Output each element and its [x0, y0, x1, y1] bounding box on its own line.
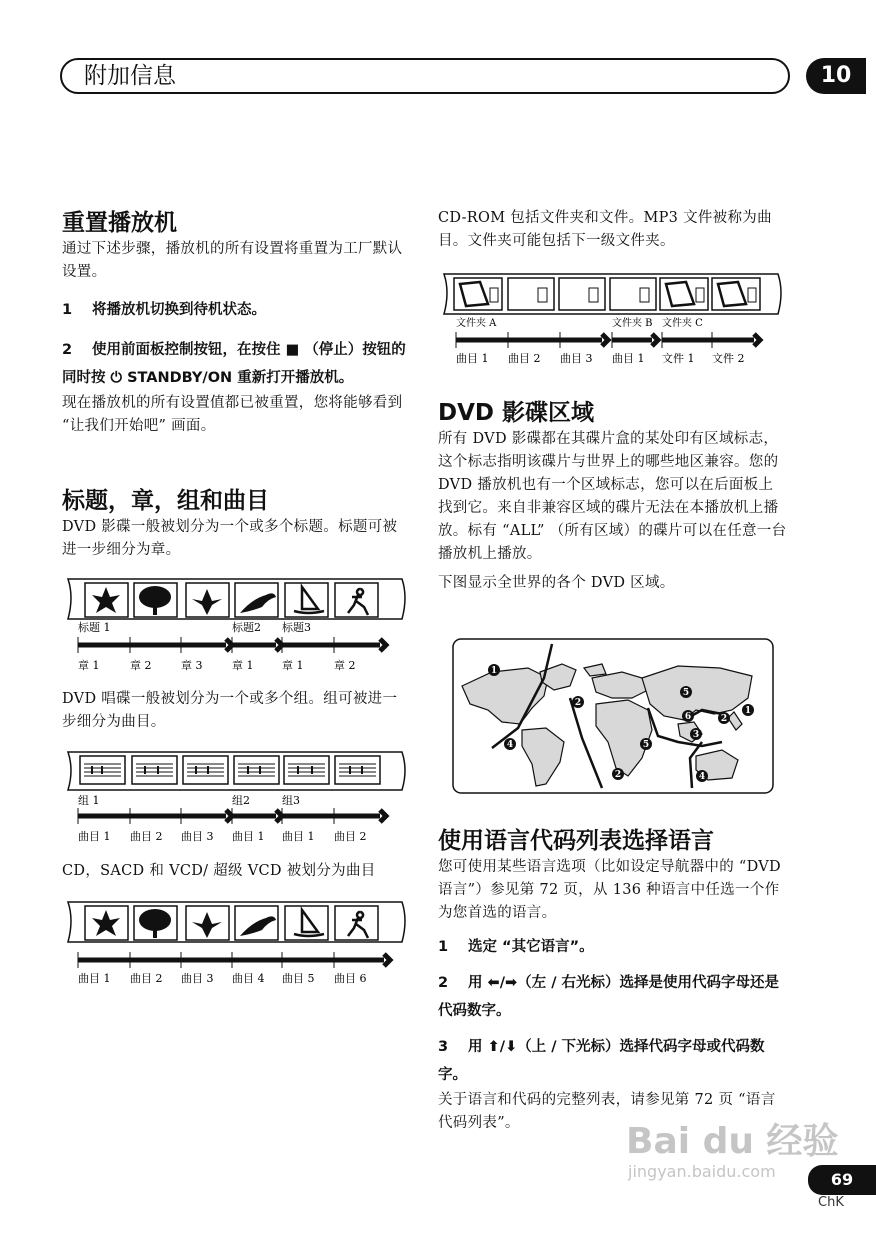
bird-icon — [240, 916, 276, 936]
title-arrow-1 — [78, 639, 232, 651]
dvd-audio-diagram — [62, 748, 412, 848]
region-marker-11: 4 — [698, 772, 706, 782]
watermark-brand: Bai du 经验 — [626, 1121, 839, 1162]
track-label-4: 曲目 1 — [232, 830, 265, 843]
dvd-audio-text: DVD 唱碟一般被划分为一个或多个组。组可被进一步细分为曲目。 — [62, 691, 398, 730]
group-label-3: 组3 — [282, 794, 300, 807]
step-number: 1 — [438, 939, 449, 955]
title-label-1: 标题 1 — [78, 621, 111, 634]
music-icon-2 — [132, 756, 177, 784]
cd-track-2: 曲目 2 — [130, 972, 163, 985]
file-label-6: 文件 2 — [712, 352, 745, 365]
tree-icon — [139, 586, 171, 608]
region-heading: DVD 影碟区域 — [438, 400, 594, 426]
title-label-2: 标题2 — [232, 621, 261, 634]
step-text: 将播放机切换到待机状态。 — [92, 302, 266, 318]
region-marker-6: 6 — [684, 712, 692, 722]
music-frames — [80, 756, 380, 784]
titles-heading: 标题，章，组和曲目 — [62, 488, 269, 514]
cd-diagram — [62, 898, 412, 990]
sailboat-icon — [294, 910, 324, 936]
track-label-6: 曲目 2 — [334, 830, 367, 843]
runner-icon — [348, 589, 368, 615]
folder-arrow-b — [612, 334, 658, 346]
step-text: 用 ⬆/⬇（上 / 下光标）选择代码字母或代码数字。 — [438, 1039, 765, 1083]
track-label-3: 曲目 3 — [181, 830, 214, 843]
reset-heading: 重置播放机 — [62, 210, 177, 236]
track-arrow — [78, 954, 390, 966]
page-language: ChK — [818, 1195, 844, 1210]
titles-section — [62, 486, 412, 562]
bird-icon — [240, 593, 276, 613]
cd-track-3: 曲目 3 — [181, 972, 214, 985]
flower-icon — [192, 912, 222, 938]
reset-note: 现在播放机的所有设置值都已被重置，您将能够看到 “让我们开始吧” 画面。 — [62, 395, 403, 434]
chapter-label-4: 章 1 — [232, 659, 254, 672]
reset-step-2 — [62, 336, 412, 392]
tree-icon — [139, 909, 171, 931]
folder-label-a: 文件夹 A — [456, 318, 497, 329]
reset-section — [62, 208, 412, 438]
cd-track-1: 曲目 1 — [78, 972, 111, 985]
track-label-1: 曲目 1 — [78, 830, 111, 843]
region-marker-8: 4 — [506, 740, 514, 750]
region-map-caption: 下图显示全世界的各个 DVD 区域。 — [438, 575, 675, 591]
region-marker-5: 5 — [682, 688, 690, 698]
region-marker-2: 2 — [574, 698, 582, 708]
track-label-2: 曲目 2 — [130, 830, 163, 843]
step-text: 使用前面板控制按钮，在按住 ■ （停止）按钮的同时按 ⏻ STANDBY/ON 重新打开播放机。 — [62, 342, 406, 386]
language-step-2 — [438, 969, 788, 1025]
chapter-label-2: 章 2 — [130, 659, 152, 672]
runner-icon — [348, 912, 368, 938]
region-marker-3: 1 — [744, 706, 752, 716]
group-arrow-2 — [232, 810, 282, 822]
language-step-3 — [438, 1033, 788, 1089]
folder-arrow-a — [456, 334, 608, 346]
title-label-3: 标题3 — [282, 621, 311, 634]
video-frames — [85, 583, 378, 617]
language-section — [438, 826, 788, 1135]
file-label-5: 文件 1 — [662, 352, 695, 365]
cd-track-4: 曲目 4 — [232, 972, 265, 985]
disc-strip — [68, 579, 405, 619]
chapter-label-1: 章 1 — [78, 659, 100, 672]
cd-track-6: 曲目 6 — [334, 972, 367, 985]
music-icon-4 — [234, 756, 279, 784]
page-title: 附加信息 — [84, 63, 176, 89]
step-number: 1 — [62, 302, 73, 318]
step-number: 2 — [62, 342, 73, 358]
file-label-1: 曲目 1 — [456, 352, 489, 365]
region-marker-10: 2 — [614, 770, 622, 780]
reset-step-1 — [62, 296, 412, 324]
dvd-region-map — [452, 638, 774, 794]
group-label-2: 组2 — [232, 794, 250, 807]
step-text: 用 ⬅/➡（左 / 右光标）选择是使用代码字母还是代码数字。 — [438, 975, 780, 1019]
dvd-video-text: DVD 影碟一般被划分为一个或多个标题。标题可被进一步细分为章。 — [62, 519, 398, 558]
file-label-2: 曲目 2 — [508, 352, 541, 365]
region-marker-9: 5 — [642, 740, 650, 750]
region-marker-7: 3 — [692, 730, 700, 740]
cd-track-5: 曲目 5 — [282, 972, 315, 985]
music-icon-5 — [284, 756, 329, 784]
region-marker-4: 2 — [720, 714, 728, 724]
group-label-1: 组 1 — [78, 794, 100, 807]
cdrom-text: CD-ROM 包括文件夹和文件。MP3 文件被称为曲目。文件夹可能包括下一级文件夹。 — [438, 210, 772, 249]
step-number: 3 — [438, 1039, 449, 1055]
file-label-3: 曲目 3 — [560, 352, 593, 365]
dvd-video-diagram — [62, 575, 412, 675]
folder-arrow-c — [662, 334, 760, 346]
track-label-5: 曲目 1 — [282, 830, 315, 843]
music-icon-6 — [335, 756, 380, 784]
page-number: 69 — [808, 1165, 876, 1195]
cd-text: CD，SACD 和 VCD/ 超级 VCD 被划分为曲目 — [62, 863, 376, 879]
step-text: 选定 “其它语言”。 — [468, 939, 594, 955]
file-label-4: 曲目 1 — [612, 352, 645, 365]
title-arrow-2 — [232, 639, 282, 651]
leaf-icon — [92, 587, 120, 613]
watermark — [626, 1122, 839, 1182]
language-intro: 您可使用某些语言选项（比如设定导航器中的 “DVD 语言”）参见第 72 页，从 136 种语言中任选一个作为您首选的语言。 — [438, 859, 781, 921]
region-marker-1: 1 — [490, 666, 498, 676]
cdrom-diagram — [438, 268, 788, 368]
step-number: 2 — [438, 975, 449, 991]
flower-icon — [192, 589, 222, 615]
language-note: 关于语言和代码的完整列表，请参见第 72 页 “语言代码列表”。 — [438, 1092, 776, 1131]
leaf-icon — [92, 910, 120, 936]
region-section — [438, 398, 788, 595]
folder-label-b: 文件夹 B — [612, 318, 653, 329]
region-text: 所有 DVD 影碟都在其碟片盒的某处印有区域标志，这个标志指明该碟片与世界上的哪些地区兼容。您的 DVD 播放机也有一个区域标志，您可以在后面板上找到它。来自非兼容区域的碟片无法在本播放机上播放。标有 “ALL” （所有区域）的碟片可以在任意一台播放机上播放。 — [438, 431, 787, 562]
reset-intro: 通过下述步骤，播放机的所有设置将重置为工厂默认设置。 — [62, 241, 403, 280]
folder-label-c: 文件夹 C — [662, 318, 703, 329]
language-step-1 — [438, 933, 788, 961]
watermark-url: jingyan.baidu.com — [628, 1162, 776, 1181]
music-icon-3 — [183, 756, 228, 784]
chapter-label-5: 章 1 — [282, 659, 304, 672]
chapter-badge: 10 — [806, 58, 866, 94]
chapter-label-3: 章 3 — [181, 659, 203, 672]
disc-strip — [68, 902, 405, 942]
group-arrow-1 — [78, 810, 232, 822]
language-heading: 使用语言代码列表选择语言 — [438, 828, 714, 854]
disc-strip — [444, 274, 781, 314]
chapter-label-6: 章 2 — [334, 659, 356, 672]
sailboat-icon — [294, 587, 324, 613]
